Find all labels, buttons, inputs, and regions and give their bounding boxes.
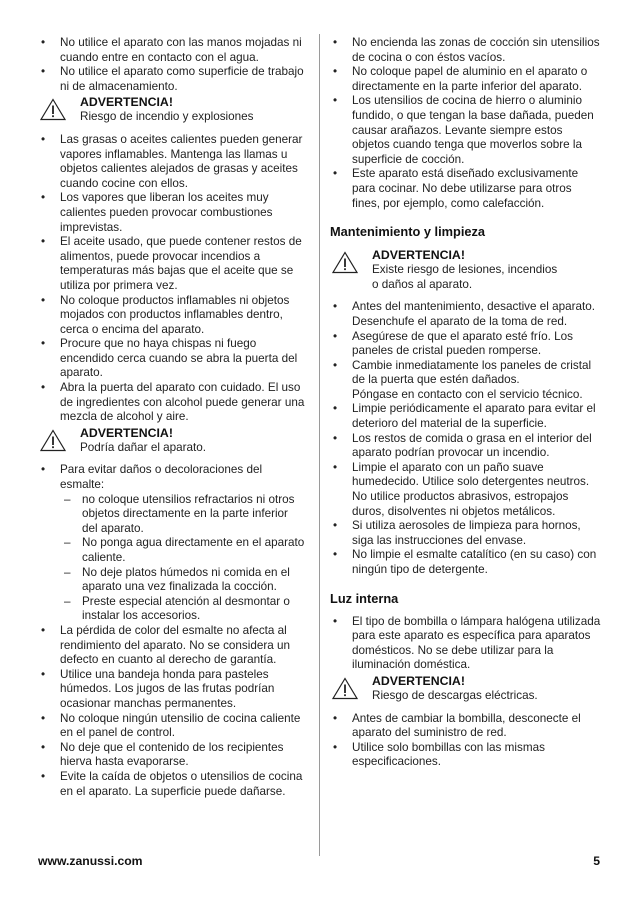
warning-title: ADVERTENCIA! [372,673,465,688]
warning-text: Existe riesgo de lesiones, incendios [372,263,558,277]
warning-text: Podría dañar el aparato. [80,440,207,454]
section-heading: Mantenimiento y limpieza [330,224,486,240]
list-item-text: Para evitar daños o decoloraciones del esmalte: [60,463,263,492]
list-item: • No coloque papel de aluminio en el aparato o directamente en la parte inferior del aparato. [330,65,602,94]
warning-text: o daños al aparato. [372,277,473,291]
warning-box [38,426,306,456]
warning-title: ADVERTENCIA! [80,95,173,110]
bullet-list [330,300,602,577]
sub-list-item: – No ponga agua directamente en el aparato caliente. [60,536,306,565]
bullet-list [38,133,306,425]
right-column [330,36,602,770]
warning-triangle-icon [332,251,358,274]
list-item: • Asegúrese de que el aparato esté frío. Los paneles de cristal pueden romperse. [330,330,602,359]
bullet-list [330,712,602,770]
warning-triangle-icon [40,98,66,121]
list-item-text: Póngase en contacto con el servicio técnico. [352,387,583,401]
list-item-text: • Cambie inmediatamente los paneles de cristal de la puerta que estén dañados. [352,358,592,387]
list-item-text: Desenchufe el aparato de la toma de red. [352,314,568,328]
warning-title: ADVERTENCIA! [80,425,173,440]
warning-box [330,674,602,704]
list-item: • Abra la puerta del aparato con cuidado. El uso de ingredientes con alcohol puede generar una mezcla de alcohol y aire. [38,381,306,425]
warning-box [38,95,306,125]
bullet-list [330,36,602,211]
list-item: • Procure que no haya chispas ni fuego encendido cerca cuando se abra la puerta del aparato. [38,337,306,381]
list-item: • No coloque ningún utensilio de cocina caliente en el panel de control. [38,712,306,741]
warning-triangle-icon [332,677,358,700]
list-item: • No coloque productos inflamables ni objetos mojados con productos inflamables dentro, cerca o encima del aparato. [38,294,306,338]
list-item: • Si utiliza aerosoles de limpieza para hornos, siga las instrucciones del envase. [330,519,602,548]
left-column [38,36,306,799]
list-item [38,463,306,624]
bullet-list [38,463,306,799]
sub-list-item: – Preste especial atención al desmontar o instalar los accesorios. [60,595,306,624]
list-item: • Evite la caída de objetos o utensilios de cocina en el aparato. La superficie puede dañarse. [38,770,306,799]
warning-triangle-icon [40,429,66,452]
list-item-text: • Antes del mantenimiento, desactive el aparato. [352,300,595,314]
list-item: • No utilice el aparato como superficie de trabajo ni de almacenamiento. [38,65,306,94]
list-item: • Las grasas o aceites calientes pueden generar vapores inflamables. Mantenga las llamas u objetos calientes alejados de grasas y aceites cuando cocine con ellos. [38,133,306,191]
footer-website-link[interactable]: www.zanussi.com [38,854,143,868]
list-item: • No limpie el esmalte catalítico (en su caso) con ningún tipo de detergente. [330,548,602,577]
warning-title: ADVERTENCIA! [372,248,465,263]
list-item: • Los utensilios de cocina de hierro o aluminio fundido, o que tengan la base dañada, pueden causar arañazos. Levante siempre estos objetos cuando tenga que moverlos sobre la superficie de cocción. [330,94,602,167]
sub-list-item: – no coloque utensilios refractarios ni otros objetos directamente en la parte inferior del aparato. [60,493,306,537]
list-item [330,359,602,403]
list-item: • La pérdida de color del esmalte no afecta al rendimiento del aparato. No se considera un defecto en cuanto al derecho de garantía. [38,624,306,668]
warning-text: Riesgo de incendio y explosiones [80,110,254,124]
list-item: • Utilice solo bombillas con las mismas especificaciones. [330,741,602,770]
list-item: • El aceite usado, que puede contener restos de alimentos, puede provocar incendios a temperaturas más bajas que el aceite que se utiliza por primera vez. [38,235,306,293]
list-item: • Este aparato está diseñado exclusivamente para cocinar. No debe utilizarse para otros fines, por ejemplo, como calefacción. [330,167,602,211]
list-item: • No utilice el aparato con las manos mojadas ni cuando entre en contacto con el agua. [38,36,306,65]
column-divider [319,34,320,856]
warning-box [330,248,602,292]
list-item: • No deje que el contenido de los recipientes hierva hasta evaporarse. [38,741,306,770]
list-item: • No encienda las zonas de cocción sin utensilios de cocina o con éstos vacíos. [330,36,602,65]
warning-text: Riesgo de descargas eléctricas. [372,688,538,702]
list-item [330,300,602,329]
sub-list-item: – No deje platos húmedos ni comida en el aparato una vez finalizada la cocción. [60,566,306,595]
list-item: • El tipo de bombilla o lámpara halógena utilizada para este aparato es específica para aparatos domésticos. No se debe utilizar para la iluminación doméstica. [330,615,602,673]
list-item: • Los restos de comida o grasa en el interior del aparato podrían provocar un incendio. [330,432,602,461]
list-item: • Antes de cambiar la bombilla, desconecte el aparato del suministro de red. [330,712,602,741]
bullet-list [38,36,306,94]
list-item: • Limpie periódicamente el aparato para evitar el deterioro del material de la superficie. [330,402,602,431]
list-item: • Limpie el aparato con un paño suave humedecido. Utilice solo detergentes neutros. No utilice productos abrasivos, estropajos duros, disolventes ni objetos metálicos. [330,461,602,519]
bullet-list [330,615,602,673]
page-number: 5 [593,854,600,868]
list-item: • Los vapores que liberan los aceites muy calientes pueden provocar combustiones imprevistas. [38,191,306,235]
list-item: • Utilice una bandeja honda para pasteles húmedos. Los jugos de las frutas podrían ocasionar manchas permanentes. [38,668,306,712]
dash-list [60,493,306,624]
section-heading: Luz interna [330,590,399,606]
